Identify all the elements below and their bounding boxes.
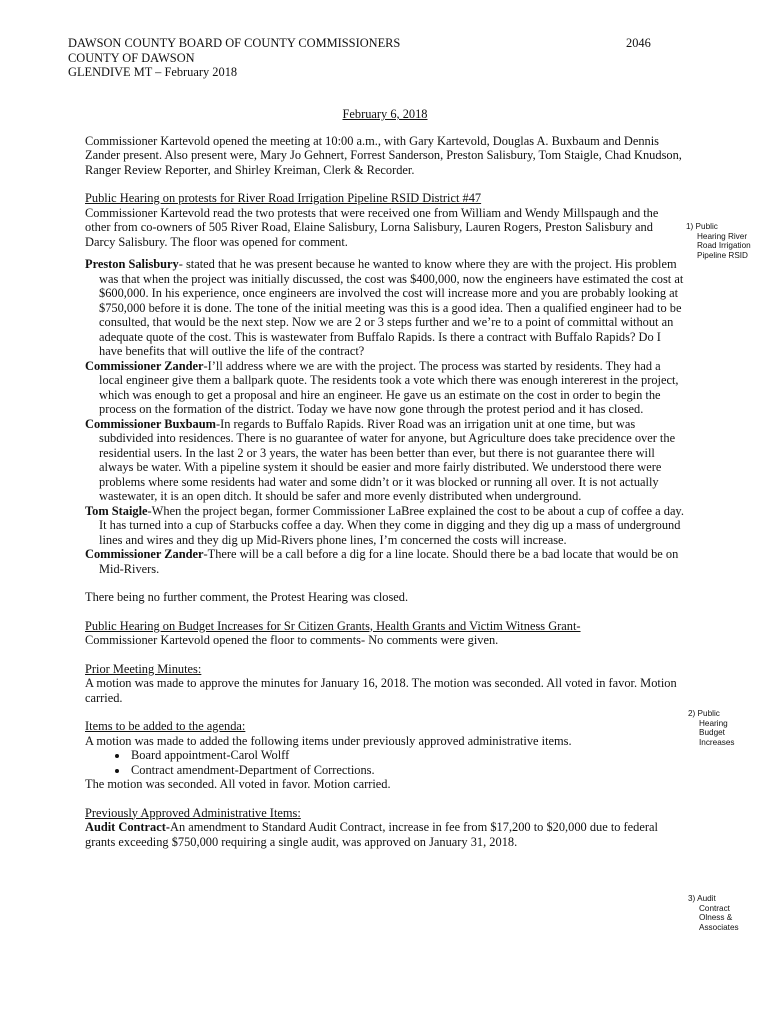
hearing-closed-note: There being no further comment, the Protest Hearing was closed. (85, 590, 409, 604)
comment-text: - stated that he was present because he wanted to know where they are with the project. His problem was that when the project was initially discussed, the cost was $400,000, now the engineers have estimated the cost at $600,000. In his experience, once engineers are involved the cost will increase more and you are probably looking at $750,000 before it is done. The tone of the initial meeting was this is a good idea. Then a qualified engineer had to be consulted, that would be the next step. Now we are 2 or 3 steps further and we’re to a point of committal without an adequate quote of the cost. This is wastewater from Buffalo Rapids. Is there a contract with Buffalo Rapids? Do I have benefits that will outlive the life of the contract? (99, 257, 684, 358)
agenda-items-closing: The motion was seconded. All voted in favor. Motion carried. (85, 777, 391, 791)
speaker-name: Commissioner Buxbaum (85, 416, 216, 431)
comment-commissioner-zander (85, 359, 685, 417)
comment-text: -I’ll address where we are with the project. The process was started by residents. They had a local engineer give them a ballpark quote. The residents took a vote which there was enough intererest in the project, which was enough to get a proposal and hire an engineer. He gave us an estimate on the cost in order to begin the process on the formation of the district. Today we have now gone through the protest period and it has closed. (99, 358, 679, 416)
meeting-date: February 6, 2018 (342, 107, 428, 121)
list-item: • Contract amendment-Department of Corrections. (129, 763, 685, 778)
prior-minutes-heading: Prior Meeting Minutes: (85, 661, 202, 676)
hearing-river-road-heading: Public Hearing on protests for River Road Irrigation Pipeline RSID District #47 (85, 191, 482, 205)
admin-items-section (85, 806, 685, 850)
margin-note-text: Hearing Budget Increases (699, 718, 735, 747)
hearing-budget-heading: Public Hearing on Budget Increases for Sr Citizen Grants, Health Grants and Victim Witness Grant- (85, 618, 581, 633)
audit-contract-text: An amendment to Standard Audit Contract, increase in fee from $17,200 to $20,000 due to federal grants exceeding $750,000 requiring a single audit, was approved on January 31, 2018. (85, 820, 658, 849)
hearing-river-road-section (85, 191, 685, 605)
comment-text: -There will be a call before a dig for a line locate. Should there be a bad locate that would be on Mid-Rivers. (99, 547, 679, 576)
margin-note-budget (688, 709, 749, 747)
margin-note-text: Hearing River Road Irrigation Pipeline RSID (697, 231, 751, 260)
agenda-items-list (85, 748, 685, 777)
margin-note-number: 1) Public (686, 222, 718, 231)
header-county-board: DAWSON COUNTY BOARD OF COUNTY COMMISSIONERS (68, 36, 401, 50)
comment-tom-staigle (85, 504, 685, 548)
comment-text: -When the project began, former Commissioner LaBree explained the cost to be about a cup of coffee a day. It has turned into a cup of Starbucks coffee a day. When they come in digging and they dig up a mass of underground lines and wires and they dig up Mid-Rivers phone lines, I’m concerned the costs will increase. (99, 503, 684, 547)
speaker-name: Preston Salisbury (85, 257, 179, 271)
margin-note-river-road (686, 222, 755, 260)
comment-text: -In regards to Buffalo Rapids. River Road was an irrigation unit at one time, but was subdivided into residences. There is no guarantee of water for anyone, but Agriculture does take precidence over the residential users. In the last 2 or 3 years, the water has been better than ever, but there is not guarantee there will always be water. With a pipeline system it should be easier and more fairly distributed. We understood there were problems where some residents had water and some didn’t or it was blocked or running all over. It is not actually wastewater, it is an open ditch. It should be safer and more evenly distributed when underground. (99, 416, 676, 503)
page-number: 2046 (626, 36, 651, 50)
speaker-name: Commissioner Zander (85, 547, 204, 561)
agenda-items-section (85, 719, 685, 792)
prior-minutes-section (85, 662, 685, 706)
header-location-date: GLENDIVE MT – February 2018 (68, 65, 238, 80)
audit-contract-label: Audit Contract- (85, 820, 171, 834)
admin-items-heading: Previously Approved Administrative Items: (85, 805, 301, 820)
speaker-name: Commissioner Zander (85, 358, 204, 373)
comment-commissioner-buxbaum (85, 417, 685, 504)
agenda-items-heading: Items to be added to the agenda: (85, 719, 246, 733)
opening-paragraph: Commissioner Kartevold opened the meeting at 10:00 a.m., with Gary Kartevold, Douglas A. Buxbaum and Dennis Zander present. Also present were, Mary Jo Gehnert, Forrest Sanderson, Preston Salisbury, Tom Staigle, Chad Knudson, Ranger Review Reporter, and Shirley Kreiman, Clerk & Recorder. (85, 133, 682, 177)
margin-note-text: Contract Olness & Associates (699, 903, 739, 932)
margin-note-audit (688, 894, 749, 932)
prior-minutes-text: A motion was made to approve the minutes for January 16, 2018. The motion was seconded. All voted in favor. Motion carried. (85, 676, 677, 705)
margin-note-number: 3) Audit (688, 894, 716, 903)
comment-commissioner-zander-2 (85, 547, 685, 576)
hearing-river-road-intro: Commissioner Kartevold read the two protests that were received one from William and Wendy Millspaugh and the other from co-owners of 505 River Road, Elaine Salisbury, Lorna Salisbury, Lauren Rogers, Preston Salisbury and Darcy Salisbury. The floor was opened for comment. (85, 205, 659, 249)
document-header (68, 36, 668, 80)
list-item: • Board appointment-Carol Wolff (129, 748, 685, 763)
audit-contract-item (85, 820, 685, 849)
header-county: COUNTY OF DAWSON (68, 50, 195, 65)
speaker-name: Tom Staigle (85, 503, 148, 518)
margin-note-number: 2) Public (688, 709, 720, 718)
hearing-budget-section (85, 619, 685, 648)
comment-preston-salisbury (85, 257, 685, 359)
hearing-budget-text: Commissioner Kartevold opened the floor to comments- No comments were given. (85, 633, 499, 647)
minutes-body (85, 107, 685, 849)
agenda-items-intro: A motion was made to added the following items under previously approved administrative items. (85, 733, 572, 748)
